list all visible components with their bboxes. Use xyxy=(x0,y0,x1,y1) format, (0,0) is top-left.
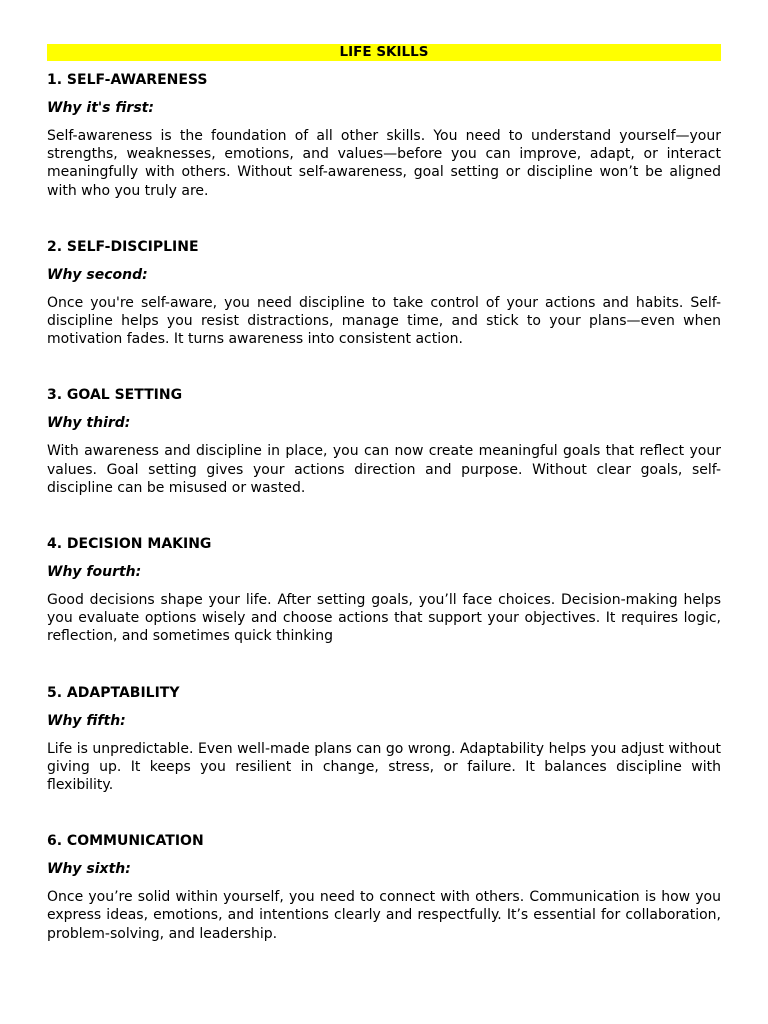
section-body: Self-awareness is the foundation of all other skills. You need to understand yourself—your strengths, weaknesses, emotions, and values—before you can improve, adapt, or interact meaningfully with others. Without self-awareness, goal setting or discipline won’t be aligned with who you truly are. xyxy=(47,128,721,199)
section-body: Life is unpredictable. Even well-made plans can go wrong. Adaptability helps you adjust without giving up. It keeps you resilient in change, stress, or failure. It balances discipline with flexibility. xyxy=(47,740,721,794)
section-heading: 1. SELF-AWARENESS xyxy=(47,72,208,88)
section-subheading: Why sixth: xyxy=(47,861,131,878)
document-page xyxy=(47,44,721,943)
section-self-awareness xyxy=(47,71,721,200)
section-subheading: Why fourth: xyxy=(47,564,142,581)
section-self-discipline xyxy=(47,238,721,349)
section-body: Once you're self-aware, you need discipline to take control of your actions and habits. Self-discipline helps you resist distractions, manage time, and stick to your plans—even when motivation fades. It turns awareness into consistent action. xyxy=(47,294,721,348)
section-goal-setting xyxy=(47,386,721,497)
section-body: Once you’re solid within yourself, you need to connect with others. Communication is how you express ideas, emotions, and intentions clearly and respectfully. It’s essential for collaboration, problem-solving, and leadership. xyxy=(47,889,721,942)
section-communication xyxy=(47,832,721,943)
section-heading: 3. GOAL SETTING xyxy=(47,387,183,404)
section-heading: 5. ADAPTABILITY xyxy=(47,684,180,701)
document-title: LIFE SKILLS xyxy=(47,44,721,61)
section-subheading: Why second: xyxy=(47,266,148,283)
section-adaptability xyxy=(47,684,721,795)
section-subheading: Why fifth: xyxy=(47,712,126,729)
section-heading: 2. SELF-DISCIPLINE xyxy=(47,238,199,255)
section-spacer xyxy=(47,646,721,684)
section-spacer xyxy=(47,348,721,386)
section-spacer xyxy=(47,794,721,832)
section-body: With awareness and discipline in place, you can now create meaningful goals that reflect your values. Goal setting gives your actions direction and purpose. Without clear goals, self-discipline can be misused or wasted. xyxy=(47,443,721,496)
section-heading: 6. COMMUNICATION xyxy=(47,833,204,850)
section-decision-making xyxy=(47,535,721,646)
section-heading: 4. DECISION MAKING xyxy=(47,536,212,553)
section-subheading: Why third: xyxy=(47,415,131,432)
section-subheading: Why it's first: xyxy=(47,100,154,116)
section-body: Good decisions shape your life. After setting goals, you’ll face choices. Decision-making helps you evaluate options wisely and choose actions that support your objectives. It requires logic, reflection, and sometimes quick thinking xyxy=(47,592,721,645)
section-spacer xyxy=(47,497,721,535)
section-spacer xyxy=(47,200,721,238)
